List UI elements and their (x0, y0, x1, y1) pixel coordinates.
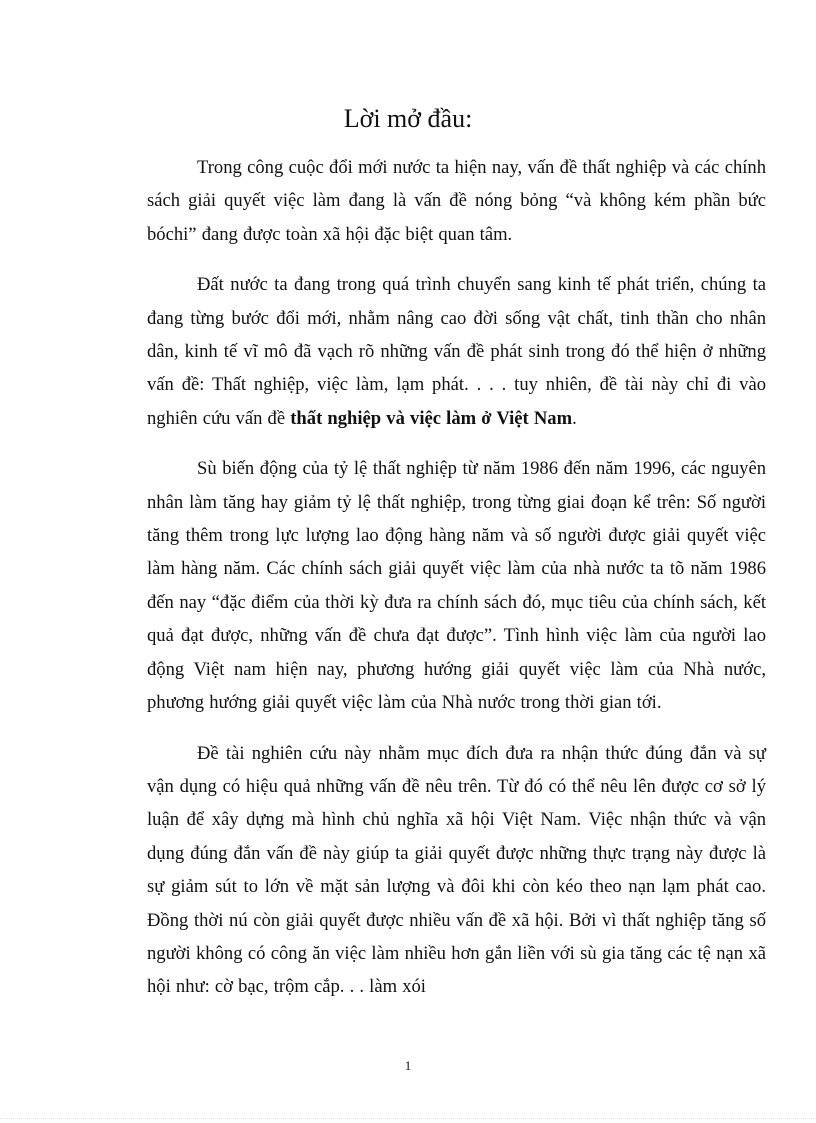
page-number: 1 (404, 1058, 412, 1073)
paragraph-4-text: Đề tài nghiên cứu này nhằm mục đích đưa ra nhận thức đúng đắn và sự vận dụng có hiệu quả những vấn đề nêu trên. Từ đó có thể nêu lên được cơ sở lý luận để xây dựng mà hình chủ nghĩa xã hội Việt Nam. Việc nhận thức và vận dụng đúng đắn vấn đề này giúp ta giải quyết được những thực trạng này được là sự giảm sút to lớn về mặt sản lượng và đôi khi còn kéo theo nạn lạm phát cao. Đồng thời nú còn giải quyết được nhiều vấn đề xã hội. Bởi vì thất nghiệp tăng số người không có công ăn việc làm nhiều hơn gắn liền với sù gia tăng các tệ nạn xã hội như: cờ bạc, trộm cắp. . . làm xói (147, 742, 766, 998)
paragraph-1 (147, 151, 766, 251)
document-body (147, 151, 766, 1021)
paragraph-2 (147, 268, 766, 435)
paragraph-4 (147, 737, 766, 1004)
paragraph-1-text: Trong công cuộc đổi mới nước ta hiện nay, vấn đề thất nghiệp và các chính sách giải quyết việc làm đang là vấn đề nóng bỏng “và không kém phần bức bóchi” đang được toàn xã hội đặc biệt quan tâm. (147, 157, 766, 245)
page-title: Lời mở đầu: (343, 104, 473, 133)
paragraph-3 (147, 452, 766, 719)
paragraph-2-tail: . (572, 407, 577, 429)
paragraph-2-text: Đất nước ta đang trong quá trình chuyển sang kinh tế phát triển, chúng ta đang từng bước đổi mới, nhằm nâng cao đời sống vật chất, tinh thần cho nhân dân, kinh tế vĩ mô đã vạch rõ những vấn đề phát sinh trong đó thể hiện ở những vấn đề: Thất nghiệp, việc làm, lạm phát. . . . tuy nhiên, đề tài này chỉ đi vào nghiên cứu vấn đề (147, 274, 766, 429)
paragraph-3-text: Sù biến động của tỷ lệ thất nghiệp từ năm 1986 đến năm 1996, các nguyên nhân làm tăng hay giảm tỷ lệ thất nghiệp, trong từng giai đoạn kể trên: Số người tăng thêm trong lực lượng lao động hàng năm và số người được giải quyết việc làm hàng năm. Các chính sách giải quyết việc làm của nhà nước ta tõ năm 1986 đến nay “đặc điểm của thời kỳ đưa ra chính sách đó, mục tiêu của chính sách, kết quả đạt được, những vấn đề chưa đạt được”. Tình hình việc làm của người lao động Việt nam hiện nay, phương hướng giải quyết việc làm của Nhà nước, phương hướng giải quyết việc làm của Nhà nước trong thời gian tới. (147, 458, 766, 714)
page-bottom-divider (0, 1118, 816, 1119)
paragraph-2-bold-topic: thất nghiệp và việc làm ở Việt Nam (290, 407, 573, 429)
